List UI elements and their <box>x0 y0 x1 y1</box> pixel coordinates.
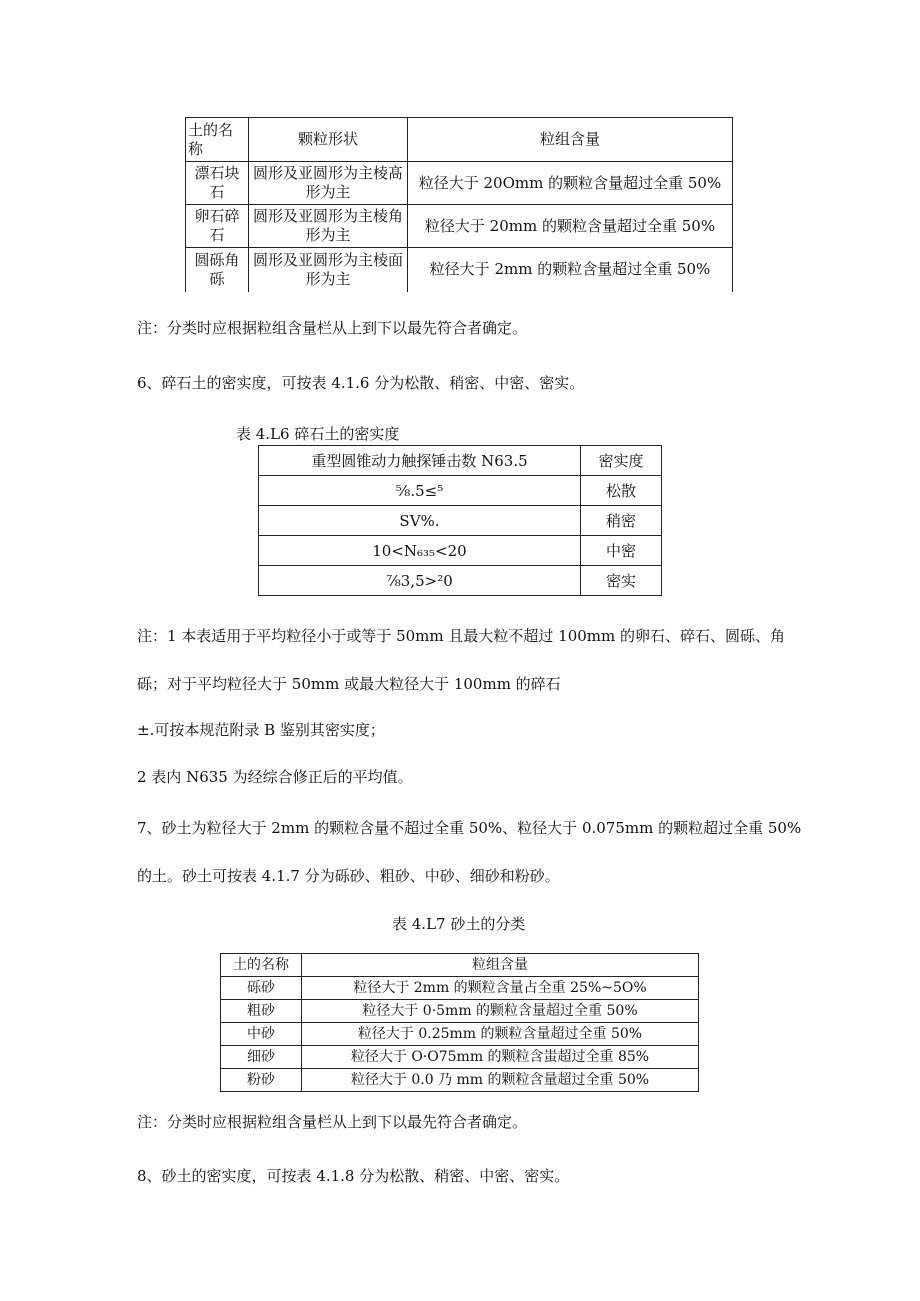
table-row <box>221 1023 699 1046</box>
table-row <box>259 506 662 536</box>
header-grain-content: 粒组含量 <box>302 954 699 977</box>
note-classification-order: 注：分类时应根据粒组含量栏从上到下以最先符合者确定。 <box>137 319 528 337</box>
header-density: 密实度 <box>581 446 662 476</box>
note-applicability-line3: ±.可按本规范附录 B 鉴别其密实度； <box>137 721 385 739</box>
gravel-density-table <box>258 445 662 596</box>
cell-grain-content: 粒径大于 20Omm 的颗粒含量超过全重 50% <box>408 162 733 205</box>
note-sand-classification-order: 注：分类时应根据粒组含量栏从上到下以最先符合者确定。 <box>137 1113 528 1131</box>
table-row <box>259 566 662 596</box>
table-row <box>186 205 733 248</box>
table-row <box>186 162 733 205</box>
table-header-row <box>186 118 733 162</box>
cell-grain-content: 粒径大于 O·O75mm 的颗粒含蚩超过全重 85% <box>302 1046 699 1069</box>
paragraph-gravel-density: 6、碎石土的密实度，可按表 4.1.6 分为松散、稍密、中密、密实。 <box>137 374 585 392</box>
cell-particle-shape: 圆形及亚圆形为主棱髙形为主 <box>249 162 408 205</box>
cell-soil-name: 卵石碎石 <box>186 205 249 248</box>
header-soil-name: 土的名称 <box>221 954 302 977</box>
note-applicability-line1: 注：1 本表适用于平均粒径小于或等于 50mm 且最大粒不超过 100mm 的卵石、碎石、圆砾、角 <box>137 627 785 645</box>
sand-classification-table <box>220 953 699 1092</box>
cell-particle-shape: 圆形及亚圆形为主棱角形为主 <box>249 205 408 248</box>
table-row <box>221 1069 699 1092</box>
cell-grain-content: 粒径大于 2mm 的颗粒含量超过全重 50% <box>408 248 733 292</box>
paragraph-sand-definition-line1: 7、砂土为粒径大于 2mm 的颗粒含量不超过全重 50%、粒径大于 0.075mm 的颗粒超过全重 50% <box>137 819 802 837</box>
cell-grain-content: 粒径大于 0.25mm 的颗粒含量超过全重 50% <box>302 1023 699 1046</box>
cell-grain-content: 粒径大于 2mm 的颗粒含量占全重 25%~5O% <box>302 977 699 1000</box>
cell-soil-name: 粗砂 <box>221 1000 302 1023</box>
table-caption-gravel-density: 表 4.L6 碎石土的密实度 <box>236 425 400 443</box>
cell-soil-name: 砾砂 <box>221 977 302 1000</box>
cell-density: 松散 <box>581 476 662 506</box>
cell-soil-name: 粉砂 <box>221 1069 302 1092</box>
cell-grain-content: 粒径大于 20mm 的颗粒含量超过全重 50% <box>408 205 733 248</box>
paragraph-sand-definition-line2: 的土。砂土可按表 4.1.7 分为砾砂、粗砂、中砂、细砂和粉砂。 <box>137 867 560 885</box>
header-soil-name: 土的名称 <box>186 118 249 162</box>
paragraph-sand-density: 8、砂土的密实度，可按表 4.1.8 分为松散、稍密、中密、密实。 <box>137 1167 570 1185</box>
gravel-soil-classification-table <box>185 117 733 292</box>
note-applicability-line4: 2 表内 N635 为经综合修正后的平均值。 <box>137 768 413 786</box>
cell-soil-name: 细砂 <box>221 1046 302 1069</box>
cell-soil-name: 漂石块石 <box>186 162 249 205</box>
table-header-row <box>221 954 699 977</box>
table-row <box>259 536 662 566</box>
cell-density: 中密 <box>581 536 662 566</box>
cell-blow-count: SV%. <box>259 506 581 536</box>
cell-soil-name: 中砂 <box>221 1023 302 1046</box>
table-row <box>221 977 699 1000</box>
cell-grain-content: 粒径大于 0.0 乃 mm 的颗粒含量超过全重 50% <box>302 1069 699 1092</box>
cell-blow-count: ⅞3,5>²0 <box>259 566 581 596</box>
cell-particle-shape: 圆形及亚圆形为主棱面形为主 <box>249 248 408 292</box>
header-blow-count: 重型圆锥动力触探锤击数 N63.5 <box>259 446 581 476</box>
cell-soil-name: 圆砾角砾 <box>186 248 249 292</box>
table-row <box>186 248 733 292</box>
cell-density: 稍密 <box>581 506 662 536</box>
cell-blow-count: 10<N₆₃₅<20 <box>259 536 581 566</box>
note-applicability-line2: 砾；对于平均粒径大于 50mm 或最大粒径大于 100mm 的碎石 <box>137 675 561 693</box>
cell-density: 密实 <box>581 566 662 596</box>
table-row <box>259 476 662 506</box>
table-caption-sand-classification: 表 4.L7 砂土的分类 <box>392 915 526 933</box>
cell-grain-content: 粒径大于 0·5mm 的颗粒含量超过全重 50% <box>302 1000 699 1023</box>
table-row <box>221 1000 699 1023</box>
header-particle-shape: 颗粒形状 <box>249 118 408 162</box>
header-grain-content: 粒组含量 <box>408 118 733 162</box>
table-header-row <box>259 446 662 476</box>
table-row <box>221 1046 699 1069</box>
cell-blow-count: ⅝.5≤⁵ <box>259 476 581 506</box>
